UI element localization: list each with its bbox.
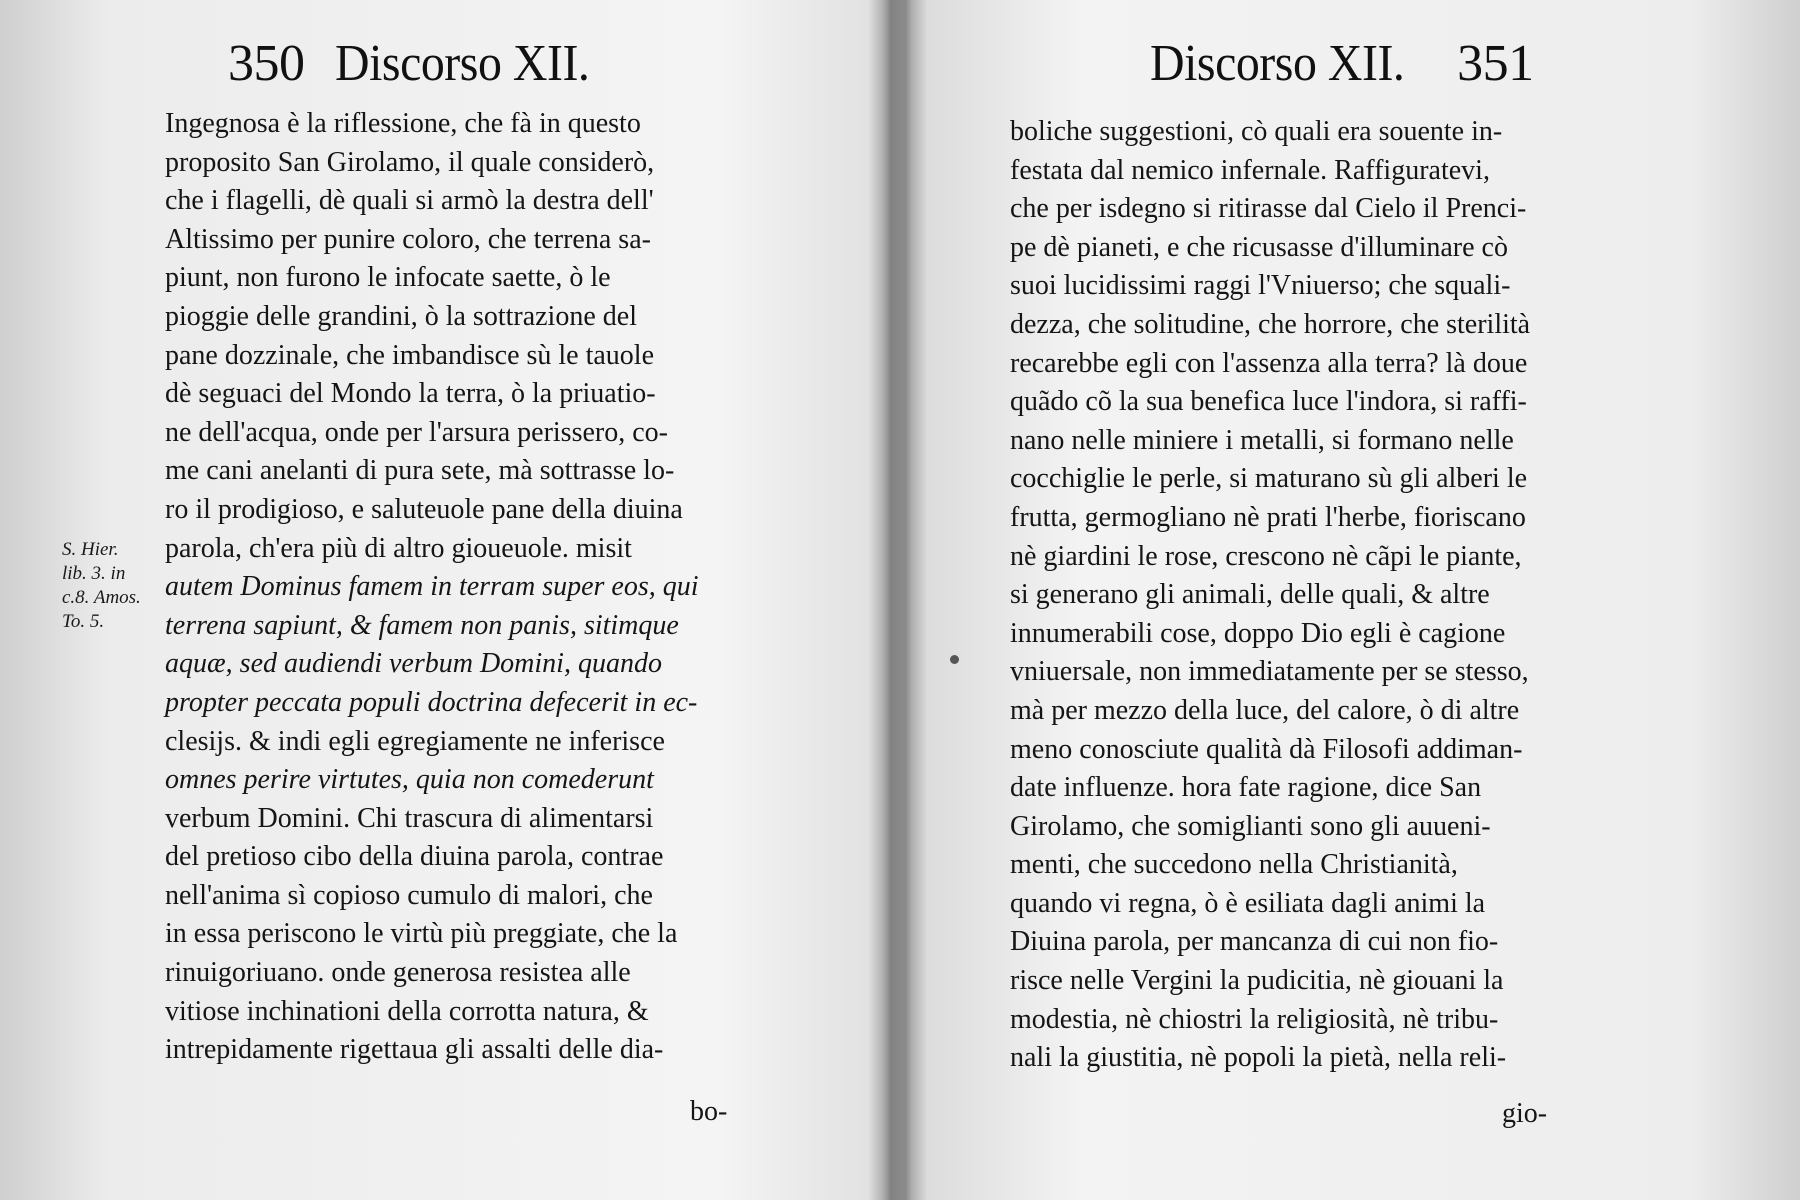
text-line: Ingegnosa è la riflessione, che fà in questo (165, 108, 641, 139)
text-line: date influenze. hora fate ragione, dice San (1010, 772, 1482, 804)
right-page (900, 0, 1800, 1200)
text-line: in essa periscono le virtù più preggiate, che la (165, 918, 678, 950)
text-line: dè seguaci del Mondo la terra, ò la priuatio- (165, 378, 656, 410)
text-line: pe dè pianeti, e che ricusasse d'illuminare cò (1010, 231, 1508, 263)
left-catchword: bo- (690, 1096, 728, 1127)
text-line: Girolamo, che somiglianti sono gli auueni- (1010, 810, 1491, 842)
text-line: propter peccata populi doctrina defecerit in ec- (165, 686, 698, 718)
text-line: risce nelle Vergini la pudicitia, nè giouani la (1010, 965, 1504, 997)
right-catchword: gio- (1502, 1098, 1548, 1129)
text-line: ro il prodigioso, e saluteuole pane della diuina (165, 493, 683, 525)
text-line: che per isdegno si ritirasse dal Cielo il Prenci- (1010, 193, 1527, 225)
margin-citation (62, 538, 141, 634)
text-line: intrepidamente rigettaua gli assalti delle dia- (165, 1034, 664, 1066)
left-page-text (165, 105, 699, 1070)
text-line: me cani anelanti di pura sete, mà sottrasse lo- (165, 455, 675, 487)
text-line: pioggie delle grandini, ò la sottrazione del (165, 300, 637, 332)
text-line: dezza, che solitudine, che horrore, che sterilità (1010, 308, 1531, 340)
left-page-header (210, 34, 612, 94)
margin-citation-line: c.8. Amos. (62, 587, 141, 608)
right-page-text (1010, 113, 1530, 1078)
margin-citation-line: To. 5. (62, 611, 105, 632)
text-line: quando vi regna, ò è esiliata dagli animi la (1010, 887, 1486, 919)
text-line: proposito San Girolamo, il quale considerò, (165, 146, 655, 178)
text-line: modestia, nè chiostri la religiosità, nè tribu- (1010, 1003, 1499, 1035)
right-page-number: 351 (1457, 35, 1534, 92)
text-line: verbum Domini. Chi trascura di alimentarsi (165, 802, 654, 834)
text-line: mà per mezzo della luce, del calore, ò di altre (1010, 694, 1520, 726)
text-line: Altissimo per punire coloro, che terrena sa- (165, 223, 651, 255)
text-line: ne dell'acqua, onde per l'arsura perissero, co- (165, 416, 668, 448)
text-line: autem Dominus famem in terram super eos, qui (165, 571, 699, 603)
text-line: boliche suggestioni, cò quali era souente in- (1010, 116, 1503, 147)
text-line: parola, ch'era più di altro gioueuole. misit (165, 532, 632, 564)
right-running-title: Discorso XII. (1150, 35, 1405, 92)
text-line: clesijs. & indi egli egregiamente ne inferisce (165, 725, 665, 757)
text-line: festata dal nemico infernale. Raffiguratevi, (1010, 154, 1490, 186)
right-page-header (1150, 34, 1552, 94)
left-running-title: Discorso XII. (335, 35, 590, 92)
text-line: vniuersale, non immediatamente per se stesso, (1010, 656, 1529, 688)
text-line: pane dozzinale, che imbandisce sù le tauole (165, 339, 655, 371)
text-line: si generano gli animali, delle quali, & altre (1010, 579, 1490, 611)
margin-citation-line: S. Hier. (62, 539, 119, 560)
text-line: del pretioso cibo della diuina parola, contrae (165, 841, 664, 873)
text-line: omnes perire virtutes, quia non comederunt (165, 764, 654, 796)
text-line: recarebbe egli con l'assenza alla terra? là doue (1010, 347, 1528, 379)
left-page-number: 350 (228, 35, 305, 92)
text-line: quãdo cõ la sua benefica luce l'indora, si raffi- (1010, 386, 1527, 418)
text-line: suoi lucidissimi raggi l'Vniuerso; che squali- (1010, 270, 1511, 302)
margin-citation-line: lib. 3. in (62, 563, 126, 584)
text-line: nell'anima sì copioso cumulo di malori, che (165, 879, 653, 911)
text-line: piunt, non furono le infocate saette, ò le (165, 262, 611, 294)
text-line: aquæ, sed audiendi verbum Domini, quando (165, 648, 662, 680)
text-line: vitiose inchinationi della corrotta natura, & (165, 995, 649, 1027)
text-line: Diuina parola, per mancanza di cui non fio- (1010, 926, 1499, 958)
text-line: cocchiglie le perle, si maturano sù gli alberi le (1010, 463, 1528, 495)
text-line: terrena sapiunt, & famem non panis, sitimque (165, 609, 679, 641)
text-line: rinuigoriuano. onde generosa resistea alle (165, 957, 631, 989)
text-line: menti, che succedono nella Christianità, (1010, 849, 1458, 881)
text-line: frutta, germogliano nè prati l'herbe, fioriscano (1010, 501, 1526, 533)
text-line: meno conosciute qualità dà Filosofi addiman- (1010, 733, 1523, 765)
text-line: che i flagelli, dè quali si armò la destra dell' (165, 185, 654, 217)
text-line: nè giardini le rose, crescono nè cãpi le piante, (1010, 540, 1522, 572)
left-page (0, 0, 880, 1200)
text-line: nali la giustitia, nè popoli la pietà, nella reli- (1010, 1042, 1507, 1074)
text-line: nano nelle miniere i metalli, si formano nelle (1010, 424, 1514, 456)
text-line: innumerabili cose, doppo Dio egli è cagione (1010, 617, 1506, 649)
